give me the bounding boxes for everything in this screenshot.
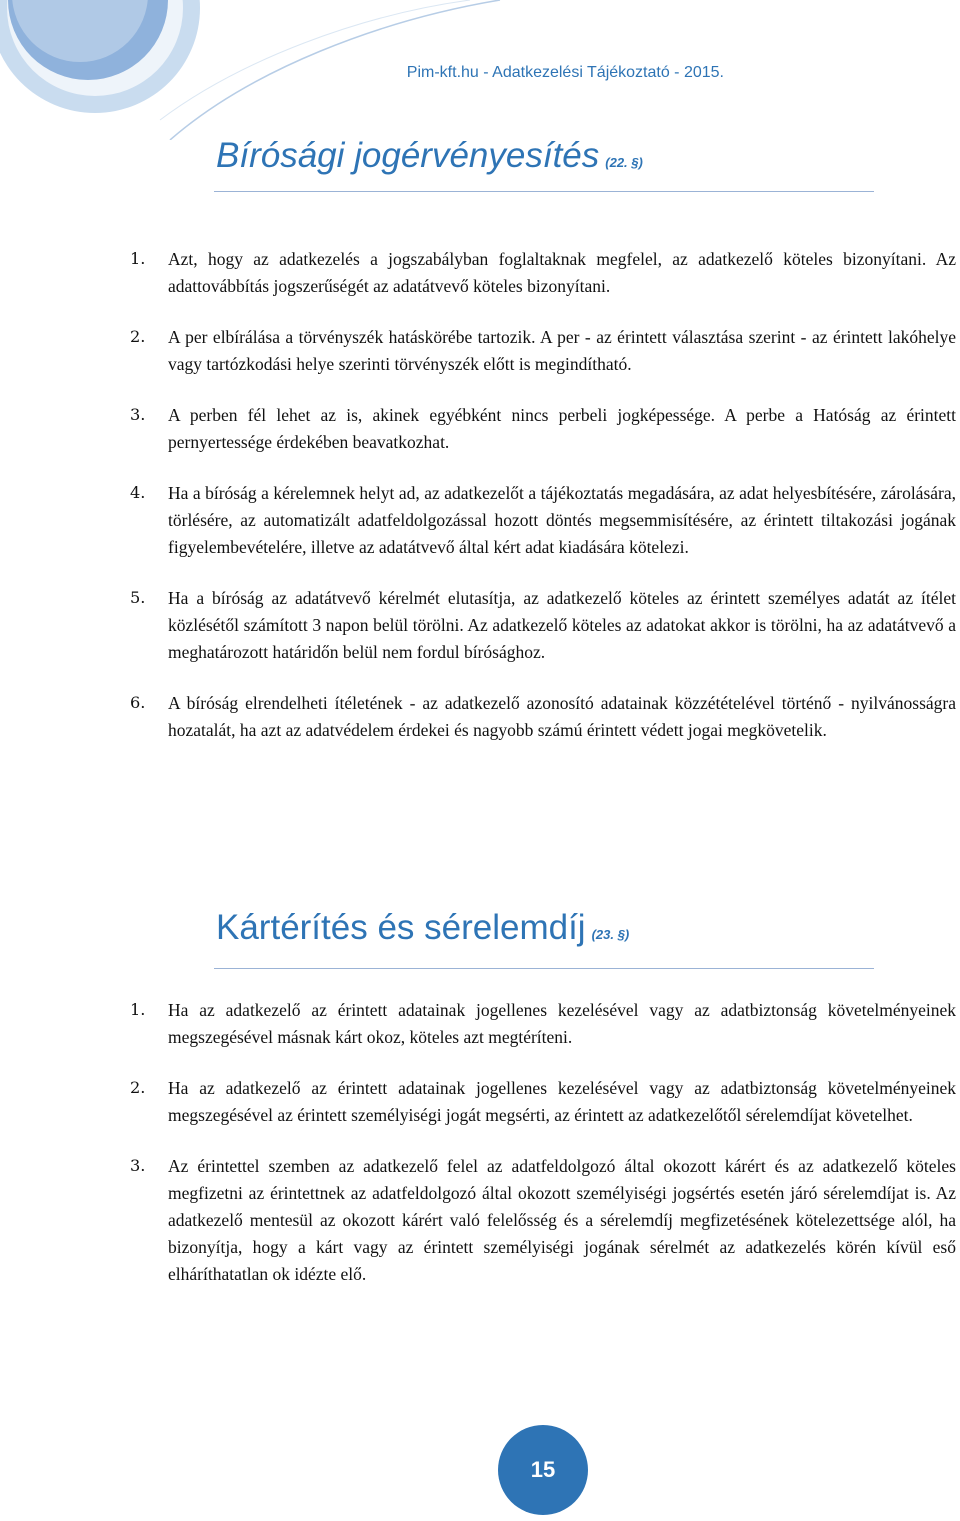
item-text: Az érintettel szemben az adatkezelő felel az adatfeldolgozó által okozott kárért és az adatkezelő köteles megfizetni az érintettnek az adatfeldolgozó által okozott személyiségi jogsértés esetén járó sérelemdíjat is. Az adatkezelő mentesül az okozott kárért való felelősség és a sérelemdíj megfizetésének kötelezettsége alól, ha bizonyítja, hogy a kárt vagy az érintett személyiségi jogának sérelmét az adatkezelés körén kívül eső elháríthatatlan ok idézte elő. (168, 1156, 956, 1284)
section-heading-damages (216, 908, 629, 948)
list-item (130, 246, 956, 300)
list-item (130, 690, 956, 744)
item-number: 5. (130, 588, 146, 607)
section1-list (130, 246, 956, 744)
section-title: Bírósági jogérvényesítés (216, 136, 600, 175)
item-text: Ha az adatkezelő az érintett adatainak jogellenes kezelésével vagy az adatbiztonság követelményeinek megszegésével másnak kárt okoz, köteles azt megtéríteni. (168, 1000, 956, 1047)
item-number: 6. (130, 693, 146, 712)
list-item (130, 324, 956, 378)
heading-underline (214, 968, 874, 969)
item-number: 1. (130, 1000, 146, 1019)
section-heading-judicial-enforcement (216, 136, 643, 176)
list-item (130, 997, 956, 1051)
item-number: 3. (130, 405, 146, 424)
document-header: Pim-kft.hu - Adatkezelési Tájékoztató - 2015. (406, 64, 724, 81)
item-text: Ha a bíróság az adatátvevő kérelmét elutasítja, az adatkezelő köteles az érintett személyes adatát az ítélet közlésétől számított 3 napon belül törölni. Az adatkezelő köteles az adatokat akkor is törölni, ha az adatátvevő a meghatározott határidőn belül nem fordul bírósághoz. (168, 588, 956, 662)
item-text: Azt, hogy az adatkezelés a jogszabályban foglaltaknak megfelel, az adatkezelő köteles bizonyítani. Az adattovábbítás jogszerűségét az adatátvevő köteles bizonyítani. (168, 249, 956, 296)
page-number-badge (498, 1425, 588, 1515)
item-number: 2. (130, 1078, 146, 1097)
item-text: A perben fél lehet az is, akinek egyébként nincs perbeli jogképessége. A perbe a Hatóság az érintett pernyertessége érdekében beavatkozhat. (168, 405, 956, 452)
list-item (130, 402, 956, 456)
item-text: Ha a bíróság a kérelemnek helyt ad, az adatkezelőt a tájékoztatás megadására, az adat helyesbítésére, zárolására, törlésére, az automatizált adatfeldolgozással hozott döntés megsemmisítésére, az érintett tiltakozási jogának figyelembevételére, illetve az adatátvevő által kért adat kiadására kötelezi. (168, 483, 956, 557)
item-number: 2. (130, 327, 146, 346)
heading-underline (214, 191, 874, 192)
section-title: Kártérítés és sérelemdíj (216, 908, 586, 947)
list-item (130, 585, 956, 666)
list-item (130, 480, 956, 561)
item-number: 3. (130, 1156, 146, 1175)
list-item (130, 1075, 956, 1129)
list-item (130, 1153, 956, 1288)
section-reference: (22. §) (605, 155, 643, 170)
item-text: A per elbírálása a törvényszék hatáskörébe tartozik. A per - az érintett választása szerint - az érintett lakóhelye vagy tartózkodási helye szerinti törvényszék előtt is megindítható. (168, 327, 956, 374)
section2-list (130, 997, 956, 1288)
page-number: 15 (530, 1457, 556, 1482)
section-reference: (23. §) (591, 927, 630, 942)
item-number: 1. (130, 249, 146, 268)
item-text: A bíróság elrendelheti ítéletének - az adatkezelő azonosító adatainak közzétételével történő - nyilvánosságra hozatalát, ha azt az adatvédelem érdekei és nagyobb számú érintett védett jogai megkövetelik. (168, 693, 956, 740)
item-text: Ha az adatkezelő az érintett adatainak jogellenes kezelésével vagy az adatbiztonság követelményeinek megszegésével az érintett személyiségi jogát megsérti, az érintett az adatkezelőtől sérelemdíjat követelhet. (168, 1078, 956, 1125)
item-number: 4. (130, 483, 146, 502)
